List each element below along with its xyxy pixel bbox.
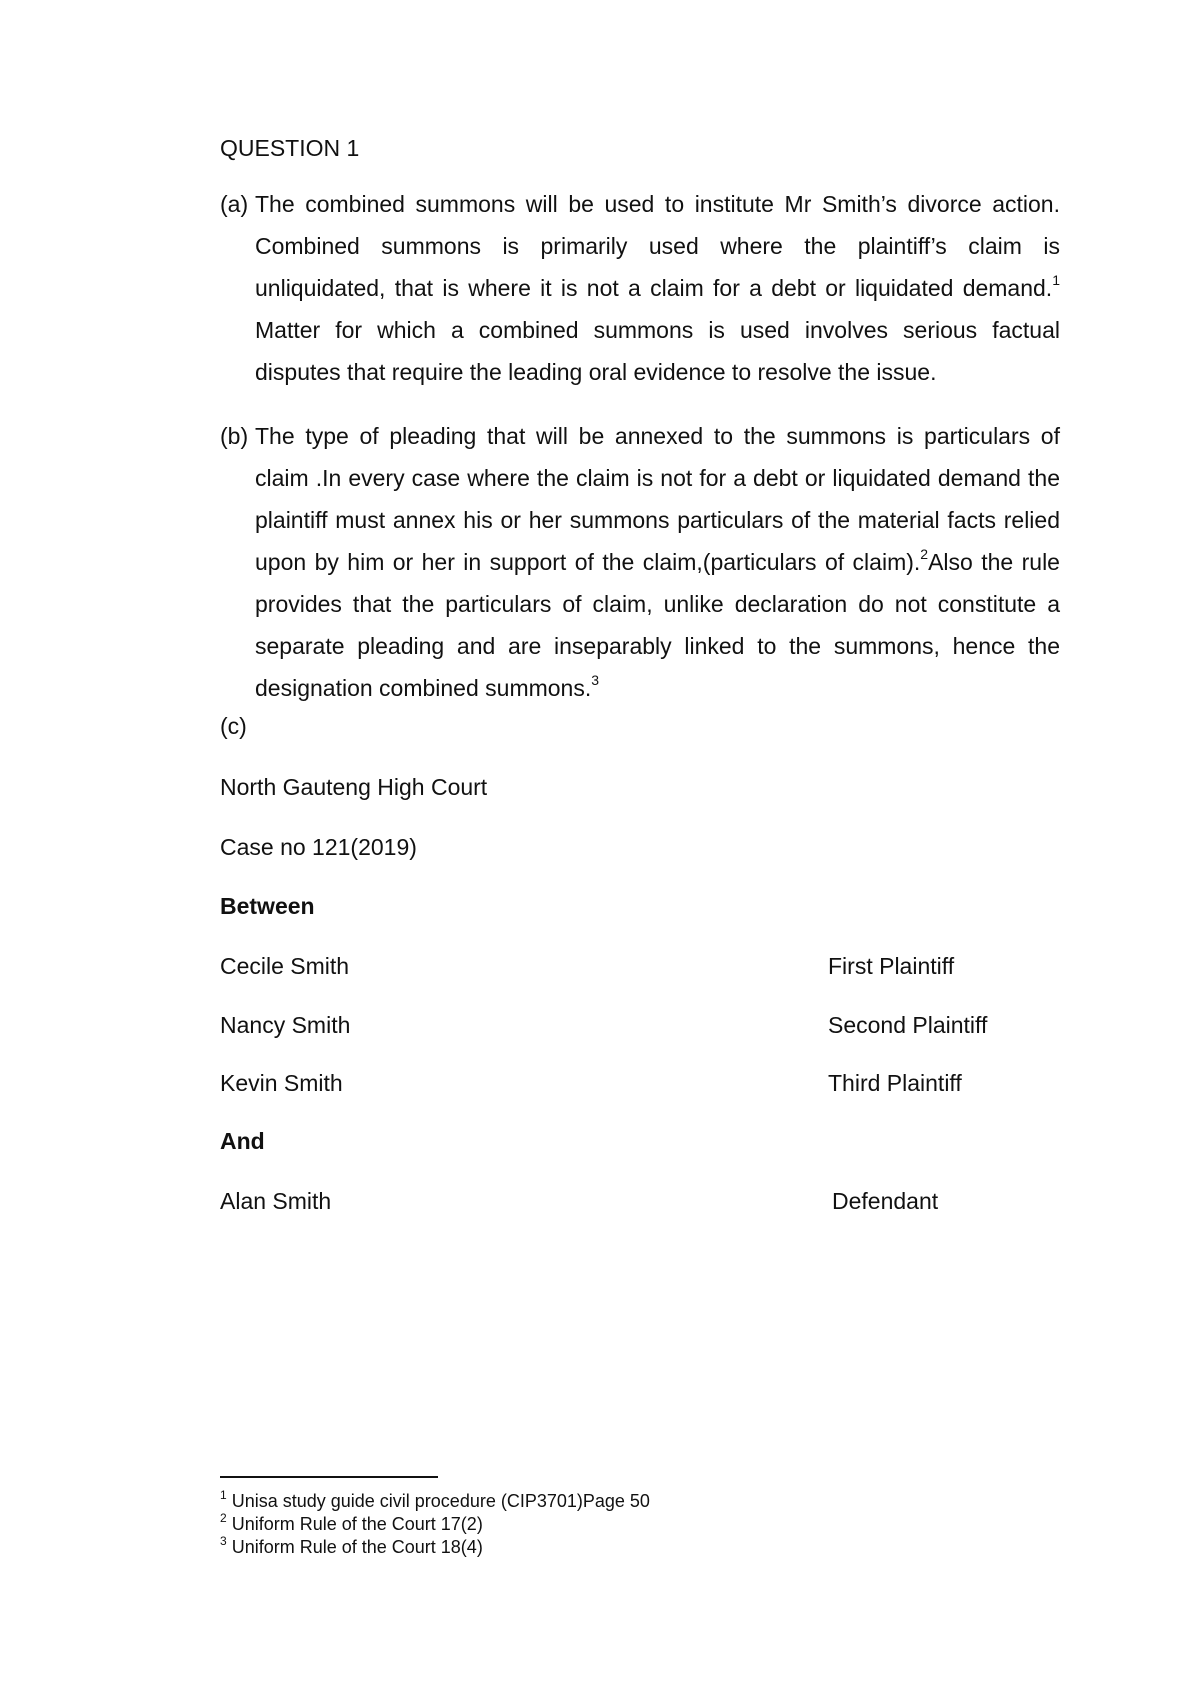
- footnote-ref-1: 1: [1052, 272, 1060, 289]
- defendant-role: Defendant: [832, 1188, 939, 1214]
- question-heading: QUESTION 1: [220, 135, 360, 161]
- party-role: First Plaintiff: [828, 953, 955, 979]
- footnote-number: 2: [220, 1511, 227, 1525]
- party-name: Kevin Smith: [220, 1070, 343, 1096]
- footnote-number: 1: [220, 1488, 227, 1502]
- footnote-text: Uniform Rule of the Court 18(4): [231, 1537, 483, 1557]
- footnote-separator: [220, 1476, 438, 1478]
- between-label: Between: [220, 893, 315, 919]
- part-a-paragraph: [220, 183, 1060, 393]
- party-name: Nancy Smith: [220, 1012, 351, 1038]
- footnote-text: Uniform Rule of the Court 17(2): [231, 1514, 483, 1534]
- part-c-marker: (c): [220, 713, 247, 739]
- party-name: Cecile Smith: [220, 953, 350, 979]
- footnote-text: Unisa study guide civil procedure (CIP3701)Page 50: [231, 1491, 650, 1511]
- case-number: Case no 121(2019): [220, 834, 417, 860]
- part-a-text-2: Matter for which a combined summons is used involves serious factual disputes that require the leading oral evidence to resolve the issue.: [255, 317, 1060, 385]
- footnote: [220, 1513, 483, 1535]
- and-label: And: [220, 1128, 265, 1154]
- footnote: [220, 1490, 650, 1512]
- part-a-text-1: The combined summons will be used to institute Mr Smith’s divorce action. Combined summons is primarily used where the plaintiff’s claim is unliquidated, that is where it is not a claim for a debt or liquidated demand.: [255, 191, 1060, 301]
- part-b-paragraph: [220, 415, 1060, 709]
- part-a-marker: (a): [220, 191, 249, 217]
- footnote-ref-2: 2: [920, 546, 929, 563]
- part-b-text-1: The type of pleading that will be annexed to the summons is particulars of claim .In every case where the claim is not for a debt or liquidated demand the plaintiff must annex his or her summons particulars of the material facts relied upon by him or her in support of the claim,(particulars of claim).: [255, 423, 1060, 575]
- footnote-ref-3: 3: [591, 672, 600, 689]
- party-role: Third Plaintiff: [828, 1070, 962, 1096]
- court-name: North Gauteng High Court: [220, 774, 488, 800]
- part-b-marker: (b): [220, 423, 249, 449]
- footnote-number: 3: [220, 1534, 227, 1548]
- footnote: [220, 1536, 483, 1558]
- defendant-name: Alan Smith: [220, 1188, 332, 1214]
- part-b-text: [220, 415, 1060, 709]
- party-role: Second Plaintiff: [828, 1012, 988, 1038]
- part-b-text-2: Also the rule provides that the particulars of claim, unlike declaration do not constitute a separate pleading and are inseparably linked to the summons, hence the designation combined summons.: [255, 549, 1060, 701]
- part-a-text: [220, 183, 1060, 393]
